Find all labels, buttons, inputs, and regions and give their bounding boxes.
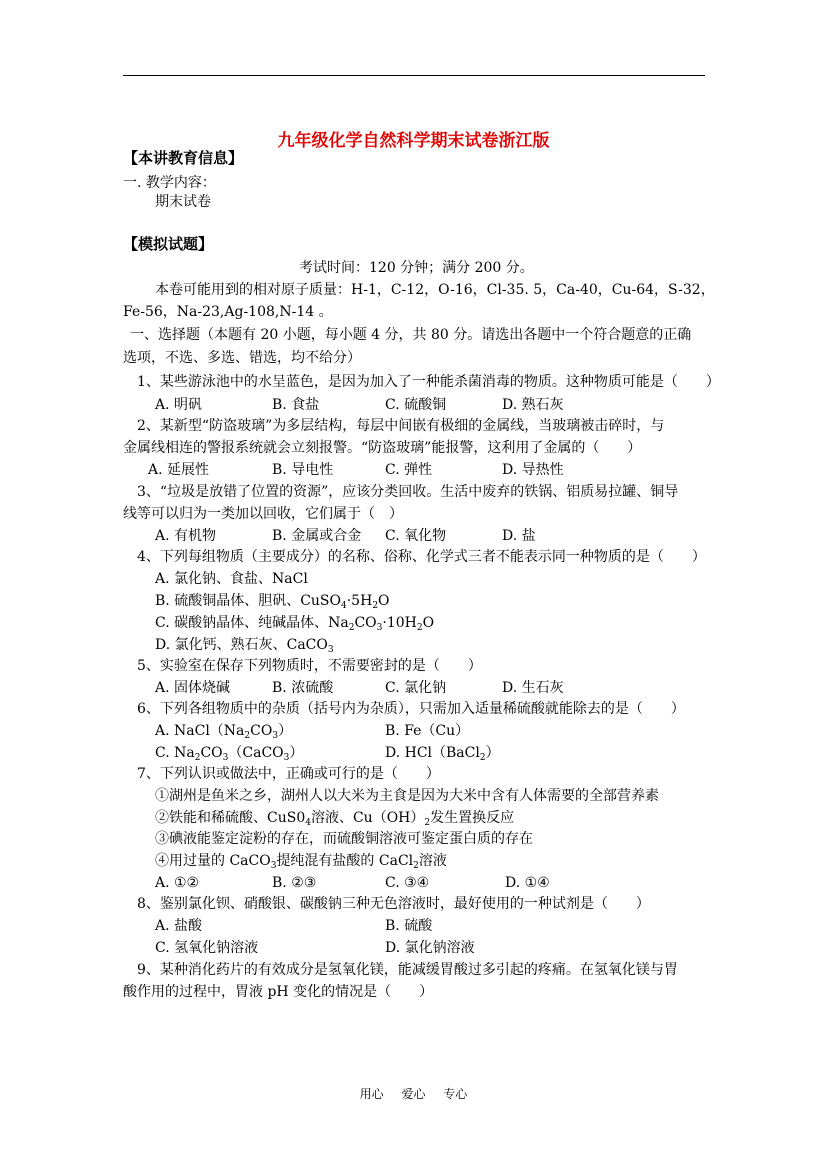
- question-4-option-d: D. 氯化钙、熟石灰、CaCO$_3$: [155, 637, 334, 655]
- question-2-option-c: C. 弹性: [385, 462, 433, 478]
- question-7-statement-4: ④用过量的 CaCO$_3$提纯混有盐酸的 CaCl$_2$溶液: [155, 853, 447, 871]
- question-5-stem: 5、实验室在保存下列物质时，不需要密封的是（ ）: [137, 658, 482, 674]
- question-5-option-d: D. 生石灰: [502, 680, 564, 696]
- question-6-option-d: D. HCl（BaCl$_2$）: [385, 745, 500, 763]
- question-3-option-c: C. 氧化物: [385, 528, 447, 544]
- question-3-stem-line-2: 线等可以归为一类加以回收，它们属于（ ）: [123, 506, 403, 522]
- section-info-heading: 【本讲教育信息】: [123, 149, 244, 167]
- question-2-stem-line-2: 金属线相连的警报系统就会立刻报警。“防盗玻璃”能报警，这利用了金属的（ ）: [123, 440, 642, 456]
- question-1-option-d: D. 熟石灰: [502, 397, 564, 413]
- question-3-option-b: B. 金属或合金: [272, 528, 362, 544]
- question-7-option-d: D. ①④: [505, 875, 550, 891]
- question-6-option-c: C. $Na_2CO_3(CaCO_3)$: [155, 745, 304, 763]
- atomic-mass-line-1: 本卷可能用到的相对原子质量：H-1，C-12，O-16，Cl-35. 5，Ca-40，Cu-64，S-32，: [155, 282, 715, 298]
- question-5-option-b: B. 浓硫酸: [272, 680, 334, 696]
- question-5-option-a: A. 固体烧碱: [155, 680, 231, 696]
- question-1-option-b: B. 食盐: [272, 397, 320, 413]
- question-8-option-b: B. 硫酸: [385, 918, 433, 934]
- question-6-option-a: A. $NaCl(Na_2CO_3)$: [155, 723, 293, 741]
- question-7-stem: 7、下列认识或做法中，正确或可行的是（ ）: [137, 766, 440, 782]
- question-2-option-d: D. 导热性: [502, 462, 564, 478]
- teach-content-label: 一. 教学内容：: [123, 175, 216, 191]
- question-7-statement-2: ②铁能和稀硫酸、$CuS0_4$溶液、$Cu(OH)_2$发生置换反应: [155, 810, 515, 828]
- question-4-option-a: A. 氯化钠、食盐、NaCl: [155, 571, 308, 587]
- question-1-stem: 1、某些游泳池中的水呈蓝色，是因为加入了一种能杀菌消毒的物质。这种物质可能是（ ）: [137, 374, 720, 390]
- question-8-option-d: D. 氯化钠溶液: [385, 940, 475, 956]
- question-4-stem: 4、下列每组物质（主要成分）的名称、俗称、化学式三者不能表示同一种物质的是（ ）: [137, 549, 706, 565]
- atomic-mass-line-2: Fe-56，Na-23,Ag-108,N-14 。: [123, 304, 333, 320]
- question-9-stem-line-2: 酸作用的过程中，胃液 pH 变化的情况是（ ）: [123, 984, 434, 1000]
- question-1-option-c: C. 硫酸铜: [385, 397, 447, 413]
- page-footer: 用心 爱心 专心: [359, 1087, 468, 1101]
- question-7-statement-1: ①湖州是鱼米之乡，湖州人以大米为主食是因为大米中含有人体需要的全部营养素: [155, 788, 659, 804]
- question-8-option-c: C. 氢氧化钠溶液: [155, 940, 259, 956]
- teach-content-value: 期末试卷: [155, 194, 211, 210]
- question-8-stem: 8、鉴别氯化钡、硝酸银、碳酸钠三种无色溶液时，最好使用的一种试剂是（ ）: [137, 896, 650, 912]
- question-7-option-b: B. ②③: [272, 875, 317, 891]
- question-6-stem: 6、下列各组物质中的杂质（括号内为杂质），只需加入适量稀硫酸就能除去的是（ ）: [137, 701, 685, 717]
- question-1-option-a: A. 明矾: [155, 397, 203, 413]
- section-mock-heading: 【模拟试题】: [123, 235, 214, 253]
- question-2-option-b: B. 导电性: [272, 462, 334, 478]
- header-rule: [123, 75, 705, 76]
- question-5-option-c: C. 氯化钠: [385, 680, 447, 696]
- part1-intro-line-1: 一、选择题（本题有 20 小题，每小题 4 分，共 80 分。请选出各题中一个符合题意的正确: [130, 327, 692, 343]
- question-3-option-a: A. 有机物: [155, 528, 217, 544]
- question-7-option-a: A. ①②: [155, 875, 200, 891]
- exam-time: 考试时间：120 分钟；满分 200 分。: [299, 260, 534, 276]
- question-3-stem-line-1: 3、“垃圾是放错了位置的资源”，应该分类回收。生活中废弃的铁锅、铝质易拉罐、铜导: [137, 484, 679, 500]
- question-9-stem-line-1: 9、某种消化药片的有效成分是氢氧化镁，能减缓胃酸过多引起的疼痛。在氢氧化镁与胃: [137, 962, 678, 978]
- question-7-option-c: C. ③④: [385, 875, 430, 891]
- question-6-option-b: B. Fe（Cu）: [385, 723, 470, 739]
- question-4-option-c: C. 碳酸钠晶体、纯碱晶体、$Na_2CO_3\cdot 10H_2O$: [155, 615, 435, 633]
- document-title: 九年级化学自然科学期末试卷浙江版: [277, 131, 550, 151]
- question-2-option-a: A. 延展性: [148, 462, 210, 478]
- question-2-stem-line-1: 2、某新型“防盗玻璃”为多层结构，每层中间嵌有极细的金属线，当玻璃被击碎时，与: [137, 418, 665, 434]
- question-3-option-d: D. 盐: [502, 528, 536, 544]
- part1-intro-line-2: 选项，不选、多选、错选，均不给分）: [123, 350, 361, 366]
- question-7-statement-3: ③碘液能鉴定淀粉的存在，而硫酸铜溶液可鉴定蛋白质的存在: [155, 831, 533, 847]
- question-8-option-a: A. 盐酸: [155, 918, 203, 934]
- question-4-option-b: B. 硫酸铜晶体、胆矾、$CuSO_4\cdot 5H_2O$: [155, 593, 390, 611]
